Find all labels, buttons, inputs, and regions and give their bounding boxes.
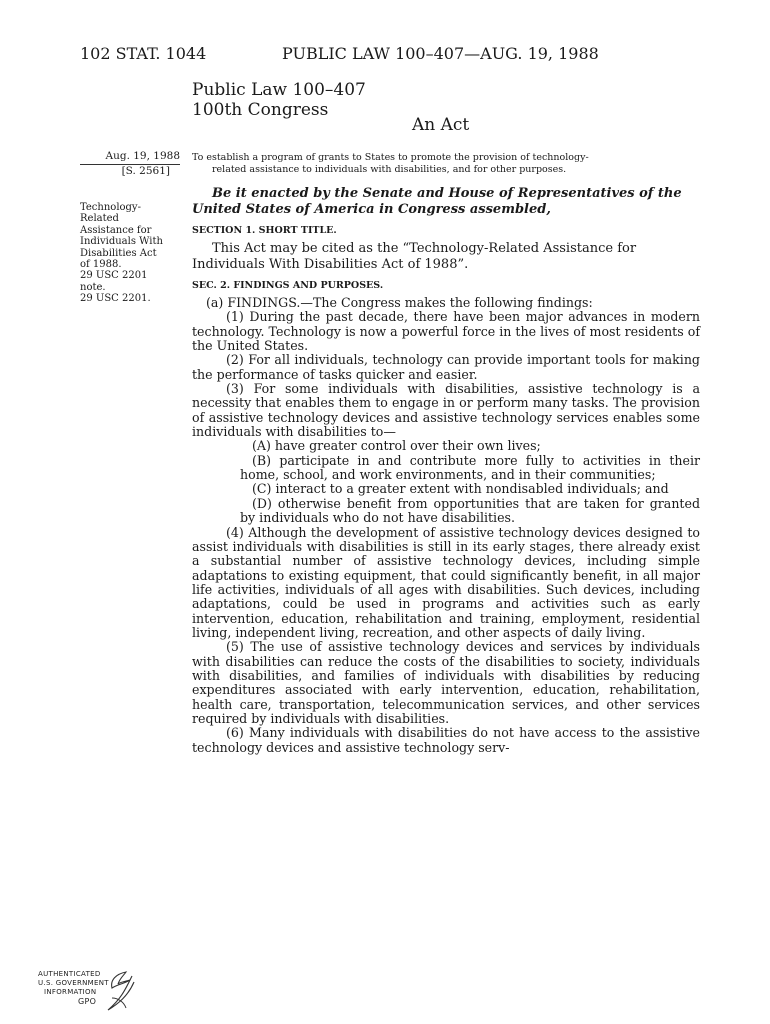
margin-note: Related xyxy=(80,213,119,225)
law-title-block xyxy=(192,80,366,120)
long-title-line: related assistance to individuals with disabilities, and for other purposes. xyxy=(212,164,567,175)
findings-body xyxy=(192,296,700,755)
margin-note: Assistance for xyxy=(80,224,152,236)
section-2-heading: SEC. 2. FINDINGS AND PURPOSES. xyxy=(192,280,384,291)
seal-line: U.S. GOVERNMENT xyxy=(38,979,109,987)
finding-subparagraph: (C) interact to a greater extent with nondisabled individuals; and xyxy=(252,481,669,497)
section-1-text: This Act may be cited as the “Technology-Related Assistance for Individuals With Disabilities Act of 1988”. xyxy=(192,241,637,272)
findings-lead: (a) FINDINGS.—The Congress makes the following findings: xyxy=(206,295,593,310)
finding-paragraph: (3) For some individuals with disabilities, assistive technology is a necessity that enables them to engage in or perform many tasks. The provision of assistive technology devices and assistive technology services enables some individuals with disabilities to— xyxy=(192,381,700,440)
page-header-stat: 102 STAT. 1044 xyxy=(80,44,207,63)
act-label: An Act xyxy=(412,115,470,135)
long-title xyxy=(192,152,697,176)
page-header-title: PUBLIC LAW 100–407—AUG. 19, 1988 xyxy=(282,44,599,63)
long-title-line: To establish a program of grants to States to promote the provision of technology- xyxy=(192,152,589,163)
finding-paragraph: (1) During the past decade, there have been major advances in modern technology. Technology is now a powerful force in the lives of most residents of the United States. xyxy=(192,309,700,354)
section-1-heading: SECTION 1. SHORT TITLE. xyxy=(192,225,337,236)
seal-line: INFORMATION xyxy=(44,988,97,996)
margin-note: of 1988. xyxy=(80,259,122,271)
finding-paragraph: (6) Many individuals with disabilities do not have access to the assistive technology devices and assistive technology serv- xyxy=(192,725,700,755)
margin-bill-number: [S. 2561] xyxy=(121,165,170,177)
margin-note: Disabilities Act xyxy=(80,247,157,259)
finding-subparagraph: (B) participate in and contribute more fully to activities in their home, school, and work environments, and in their communities; xyxy=(240,452,700,483)
margin-date: Aug. 19, 1988 xyxy=(80,150,180,165)
finding-paragraph: (4) Although the development of assistive technology devices designed to assist individuals with disabilities is still in its early stages, there already exist a substantial number of assistive technology devices, including simple adaptations to existing equipment, that could significantly benefit, in all major life activities, individuals of all ages with disabilities. Such devices, including adaptations, could be used in programs and activities such as early intervention, education, rehabilitation and training, employment, residential living, independent living, recreation, and other aspects of daily living. xyxy=(192,524,700,640)
margin-note: Technology- xyxy=(80,202,141,213)
enacting-clause: Be it enacted by the Senate and House of Representatives of the United States of America in Congress assembled, xyxy=(192,186,682,217)
seal-text xyxy=(38,970,109,1006)
gpo-authentication-seal xyxy=(38,968,138,1016)
margin-note: 29 USC 2201. xyxy=(80,293,151,305)
seal-line: GPO xyxy=(78,997,97,1006)
finding-paragraph: (2) For all individuals, technology can provide important tools for making the performance of tasks quicker and easier. xyxy=(192,352,700,382)
margin-notes xyxy=(80,202,190,305)
finding-paragraph: (5) The use of assistive technology devices and services by individuals with disabilities can reduce the costs of the disabilities to society, individuals with disabilities, and families of individuals with disabilities by reducing expenditures associated with early intervention, education, rehabilitation, health care, transportation, telecommunication services, and other services required by individuals with disabilities. xyxy=(192,639,700,726)
seal-line: AUTHENTICATED xyxy=(38,970,101,978)
finding-subparagraph: (D) otherwise benefit from opportunities that are taken for granted by individuals who do not have disabilities. xyxy=(240,495,700,526)
margin-note: Individuals With xyxy=(80,236,163,248)
margin-note: 29 USC 2201 xyxy=(80,270,148,282)
law-number: Public Law 100–407 xyxy=(192,80,366,100)
congress-number: 100th Congress xyxy=(192,100,329,120)
margin-note: note. xyxy=(80,281,106,293)
finding-subparagraph: (A) have greater control over their own lives; xyxy=(252,438,541,454)
